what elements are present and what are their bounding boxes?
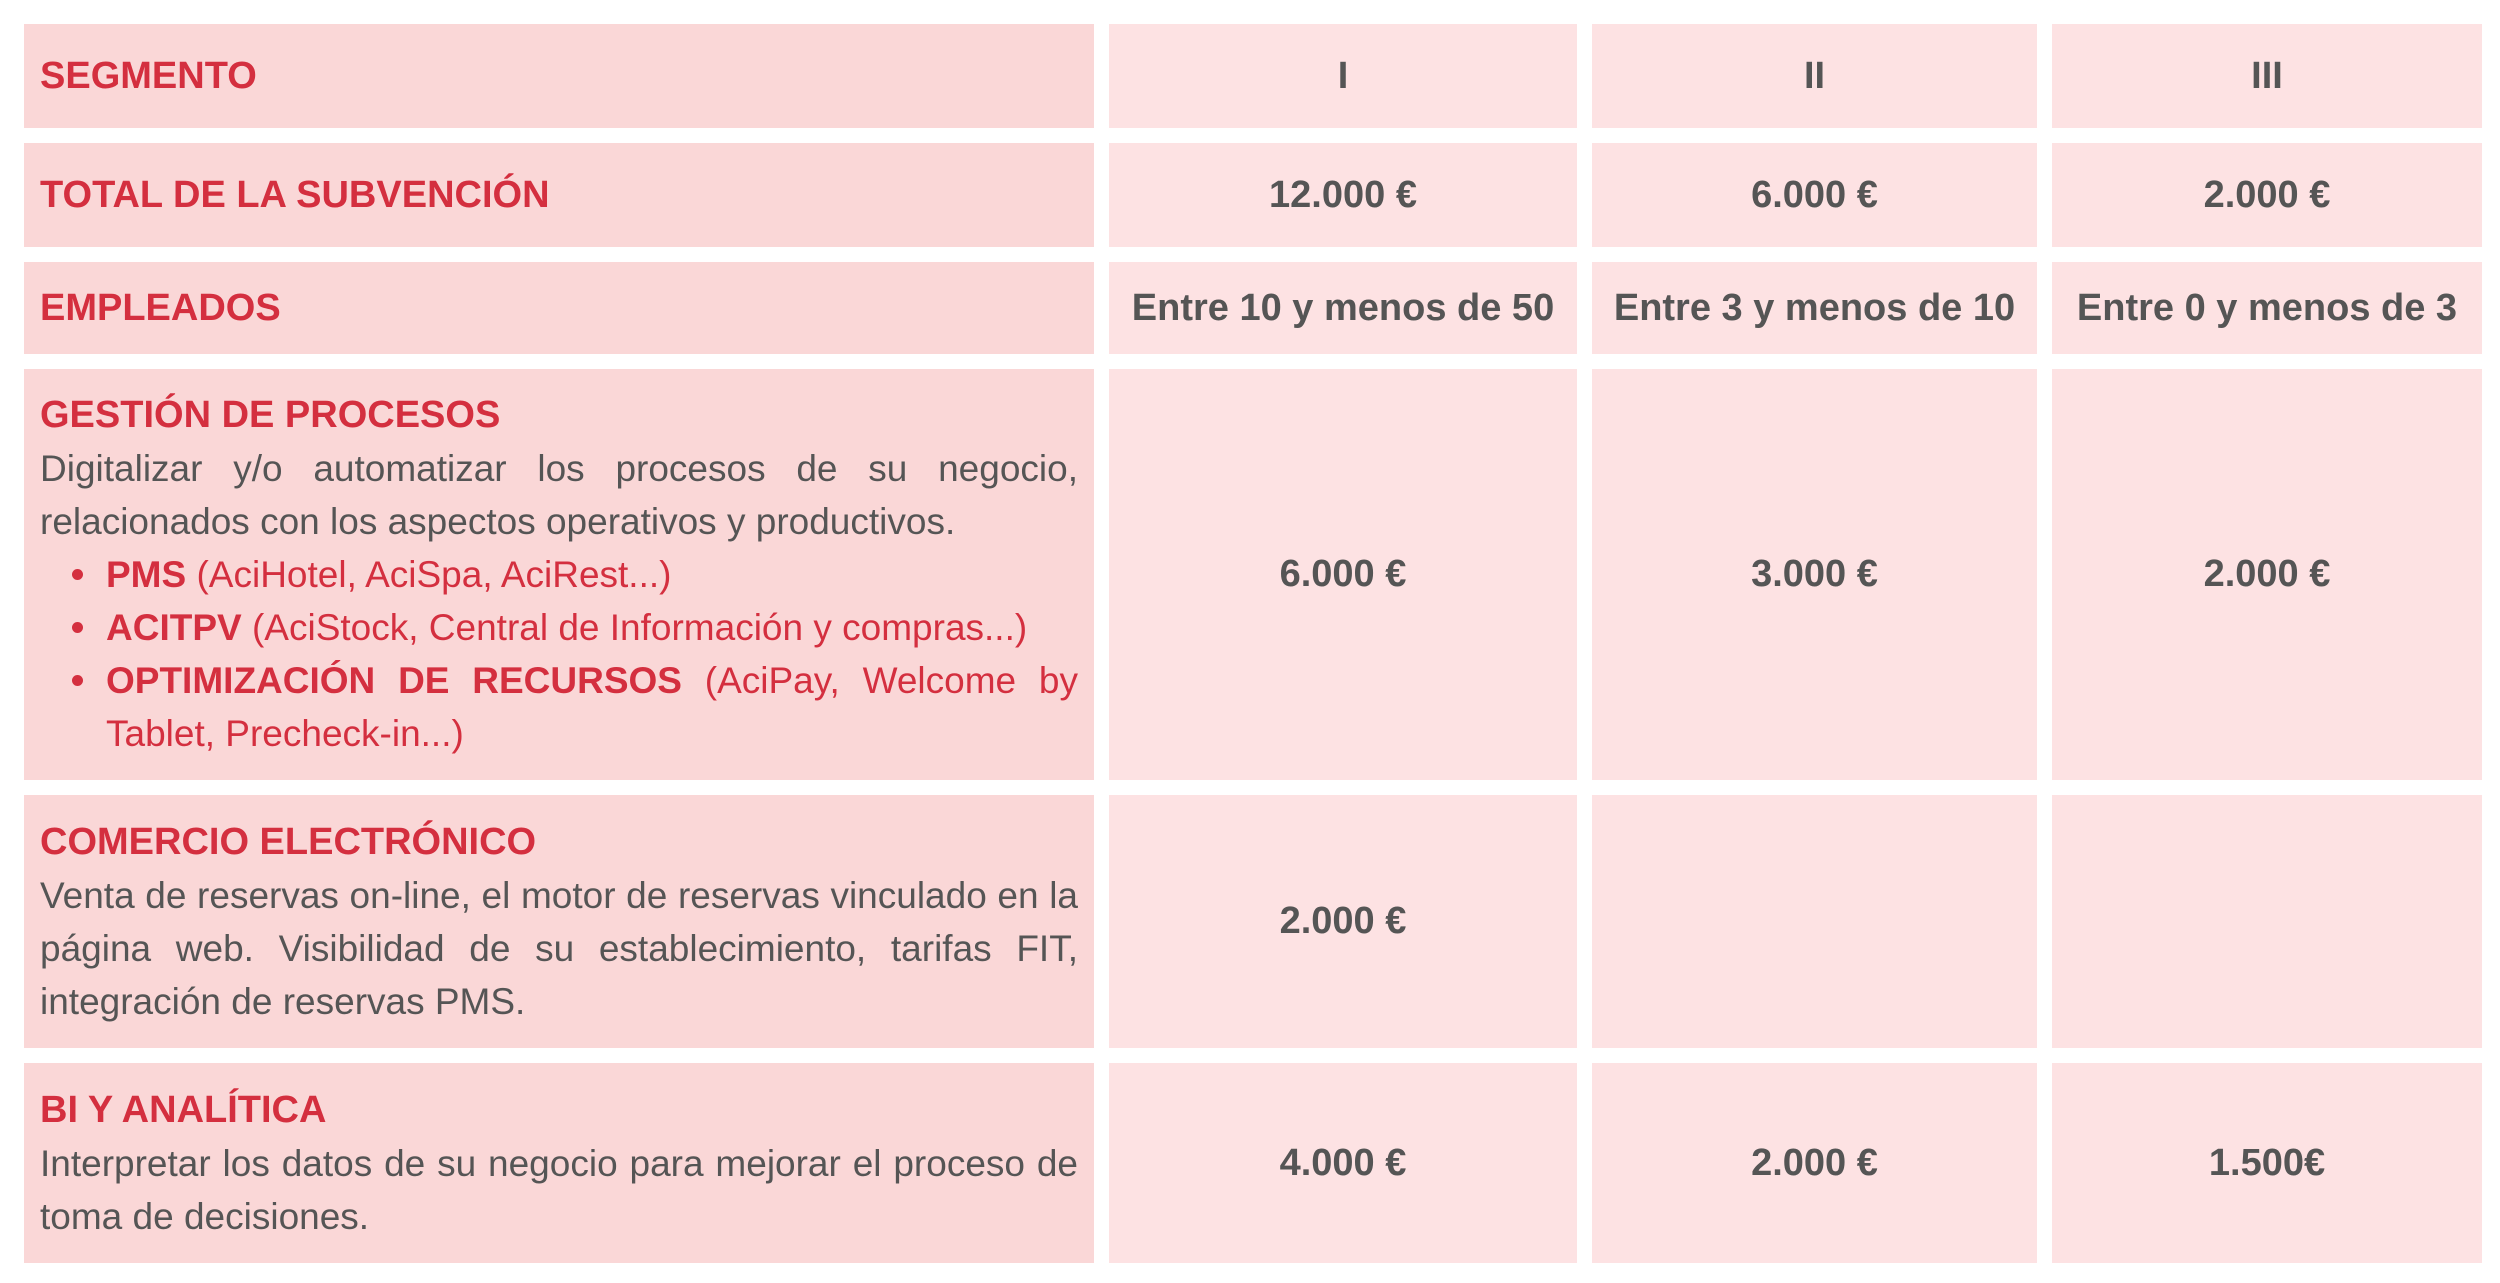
process-management-segment-ii: 3.000 € [1592,369,2037,780]
segment-iii-header: III [2052,24,2482,128]
list-item [106,601,1078,654]
process-management-segment-iii: 2.000 € [2052,369,2482,780]
process-management-label [24,369,1094,780]
row-description: Interpretar los datos de su negocio para mejorar el proceso de toma de decisiones. [40,1142,1078,1237]
bullet-detail: (AciStock, Central de Información y compras...) [241,607,1028,648]
segment-i-header: I [1109,24,1577,128]
total-subsidy-segment-i: 12.000 € [1109,143,1577,247]
bullet-title: ACITPV [106,607,242,648]
bi-analytics-label [24,1063,1094,1263]
list-item [106,654,1078,760]
subsidy-table [24,24,2482,1263]
segment-header-label [24,24,1094,128]
row-title: COMERCIO ELECTRÓNICO [40,820,537,863]
process-management-segment-i: 6.000 € [1109,369,1577,780]
bullet-detail: (AciPay, Welcome by Tablet, Precheck-in...) [106,660,1078,754]
row-title: SEGMENTO [40,54,257,97]
row-title: GESTIÓN DE PROCESOS [40,394,501,436]
row-title: TOTAL DE LA SUBVENCIÓN [40,173,550,216]
ecommerce-label [24,795,1094,1048]
employees-label [24,262,1094,354]
row-description: Venta de reservas on-line, el motor de reservas vinculado en la página web. Visibilidad de su establecimiento, tarifas FIT, integración de reservas PMS. [40,874,1078,1022]
row-description: Digitalizar y/o automatizar los procesos de su negocio, relacionados con los aspectos operativos y productivos. [40,448,1078,542]
ecommerce-segment-iii [2052,795,2482,1048]
ecommerce-segment-i: 2.000 € [1109,795,1577,1048]
total-subsidy-segment-ii: 6.000 € [1592,143,2037,247]
product-list [40,548,1078,760]
bi-analytics-segment-i: 4.000 € [1109,1063,1577,1263]
total-subsidy-label [24,143,1094,247]
total-subsidy-segment-iii: 2.000 € [2052,143,2482,247]
bi-analytics-segment-ii: 2.000 € [1592,1063,2037,1263]
bi-analytics-segment-iii: 1.500€ [2052,1063,2482,1263]
segment-ii-header: II [1592,24,2037,128]
row-title: BI Y ANALÍTICA [40,1088,327,1131]
bullet-detail: (AciHotel, AciSpa, AciRest...) [186,554,672,595]
bullet-title: OPTIMIZACIÓN DE RECURSOS [106,660,682,701]
employees-segment-ii: Entre 3 y menos de 10 [1592,262,2037,354]
bullet-title: PMS [106,554,187,595]
row-title: EMPLEADOS [40,286,281,329]
list-item [106,548,1078,601]
employees-segment-i: Entre 10 y menos de 50 [1109,262,1577,354]
employees-segment-iii: Entre 0 y menos de 3 [2052,262,2482,354]
ecommerce-segment-ii [1592,795,2037,1048]
